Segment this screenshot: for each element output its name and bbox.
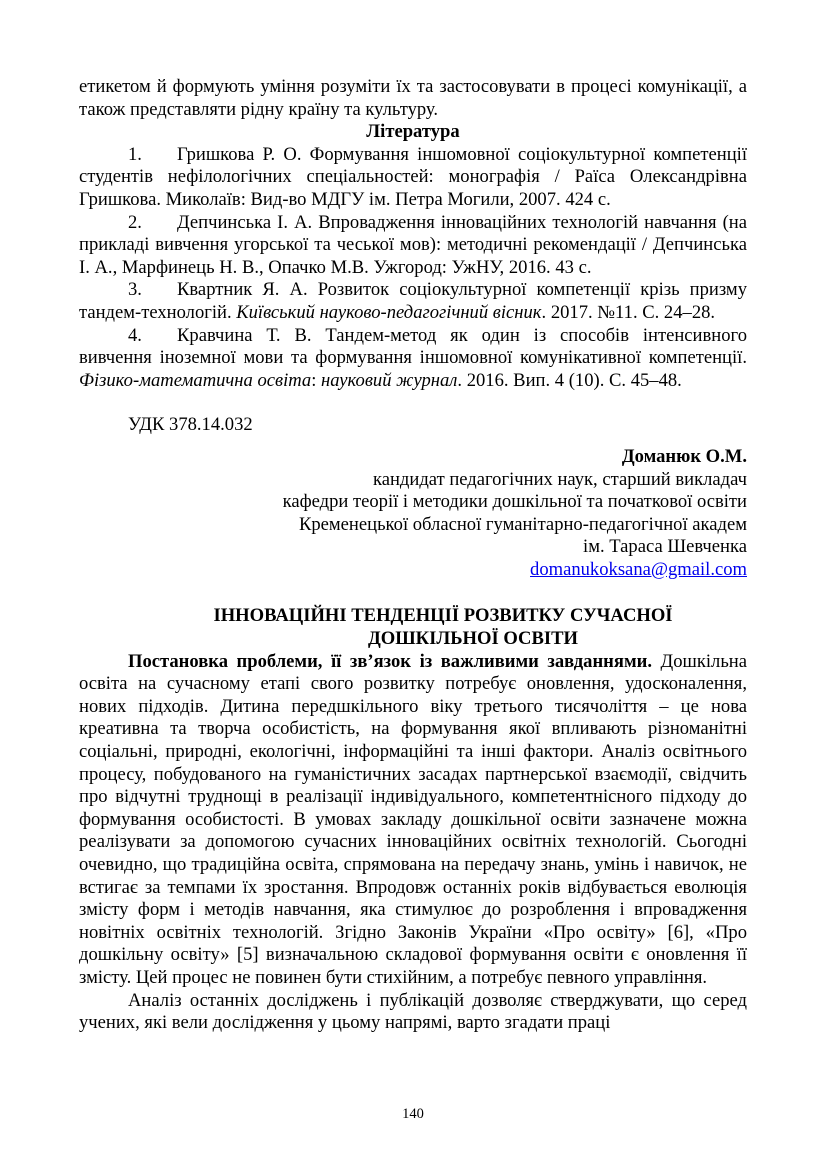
reference-text-end: . 2016. Вип. 4 (10). С. 45–48. xyxy=(457,369,682,391)
reference-text: Гришкова Р. О. Формування іншомовної соціокультурної компетенції студентів нефілологічних спеціальностей: монографія / Раїса Олександрівна Гришкова. Миколаїв: Вид-во МДГУ ім. Петра Могили, 2007. 424 с. xyxy=(79,143,747,210)
reference-number: 3. xyxy=(128,279,142,301)
reference-text-end: . 2017. №11. С. 24–28. xyxy=(541,301,716,323)
article-title xyxy=(79,605,747,650)
paragraph-lead: Постановка проблеми, її зв’язок із важливими завданнями. xyxy=(128,650,652,672)
literature-heading: Література xyxy=(366,121,460,143)
reference-separator: : xyxy=(311,369,322,391)
reference-journal: Київський науково-педагогічний вісник xyxy=(236,301,542,323)
body-paragraph-2: Аналіз останніх досліджень і публікацій дозволяє стверджувати, що серед учених, які вели дослідження у цьому напрямі, варто згадати праці xyxy=(79,989,747,1034)
article-title-line-1: ІННОВАЦІЙНІ ТЕНДЕНЦІЇ РОЗВИТКУ СУЧАСНОЇ xyxy=(213,605,673,627)
udk-code: УДК 378.14.032 xyxy=(128,414,253,436)
author-block xyxy=(79,446,747,582)
intro-paragraph: етикетом й формують уміння розуміти їх та застосовувати в процесі комунікації, а також представляти рідну країну та культуру. xyxy=(79,76,747,120)
reference-3 xyxy=(79,279,747,324)
page-number: 140 xyxy=(402,1106,424,1122)
author-department: кафедри теорії і методики дошкільної та початкової освіти xyxy=(282,491,747,513)
reference-text: Кравчина Т. В. Тандем-метод як один із способів інтенсивного вивчення іноземної мови та формування іншомовної комунікативної компетенції. xyxy=(79,324,747,369)
reference-number: 1. xyxy=(128,143,142,165)
reference-journal-subtitle: науковий журнал xyxy=(321,369,458,391)
author-institution: Кременецької обласної гуманітарно-педагогічної академ xyxy=(298,513,747,535)
reference-text: Квартник Я. А. Розвиток соціокультурної компетенції крізь призму тандем-технологій. xyxy=(79,279,747,323)
reference-4 xyxy=(79,325,747,393)
body-paragraph-1 xyxy=(79,651,747,990)
article-title-line-2: ДОШКІЛЬНОЇ ОСВІТИ xyxy=(368,628,578,650)
reference-text: Депчинська І. А. Впровадження інноваційних технологій навчання (на прикладі вивчення угорської та чеської мов): методичні рекомендації / Депчинська І. А., Марфинець Н. В., Опачко М.В. Ужгород: УжНУ, 2016. 43 с. xyxy=(79,211,747,278)
author-institution-name: ім. Тараса Шевченка xyxy=(583,536,747,558)
reference-1 xyxy=(79,144,747,212)
reference-2 xyxy=(79,212,747,280)
reference-number: 2. xyxy=(128,211,142,233)
author-name: Доманюк О.М. xyxy=(621,445,747,467)
paragraph-text: Дошкільна освіта на сучасному етапі свого розвитку потребує оновлення, удосконалення, нових підходів. Дитина передшкільного віку третього тисячоліття – це нова креативна та творча особистість, на формування якої впливають різноманітні соціальні, природні, екологічні, інформаційні та інші фактори. Аналіз освітнього процесу, побудованого на гуманістичних засадах партнерської взаємодії, свідчить про відчутні труднощі в реалізації індивідуального, компетентнісного підходу до формування особистості. В умовах закладу дошкільної освіти зазначене можна реалізувати за допомогою сучасних інноваційних освітніх технологій. Сьогодні очевидно, що традиційна освіта, спрямована на передачу знань, умінь і навичок, не встигає за темпами їх зростання. Впродовж останніх років відбувається еволюція змісту форм і методів навчання, яка стимулює до розроблення і впровадження новітніх освітніх технологій. Згідно Законів України «Про освіту» [6], «Про дошкільну освіту» [5] визначальною складової формування освіти є оновлення її змісту. Цей процес не повинен бути стихійним, а потребує певного управління. xyxy=(79,650,747,988)
author-email-link[interactable]: domanukoksana@gmail.com xyxy=(530,558,747,580)
reference-number: 4. xyxy=(128,324,142,346)
author-position: кандидат педагогічних наук, старший викладач xyxy=(372,468,747,490)
reference-journal: Фізико-математична освіта xyxy=(79,369,312,391)
